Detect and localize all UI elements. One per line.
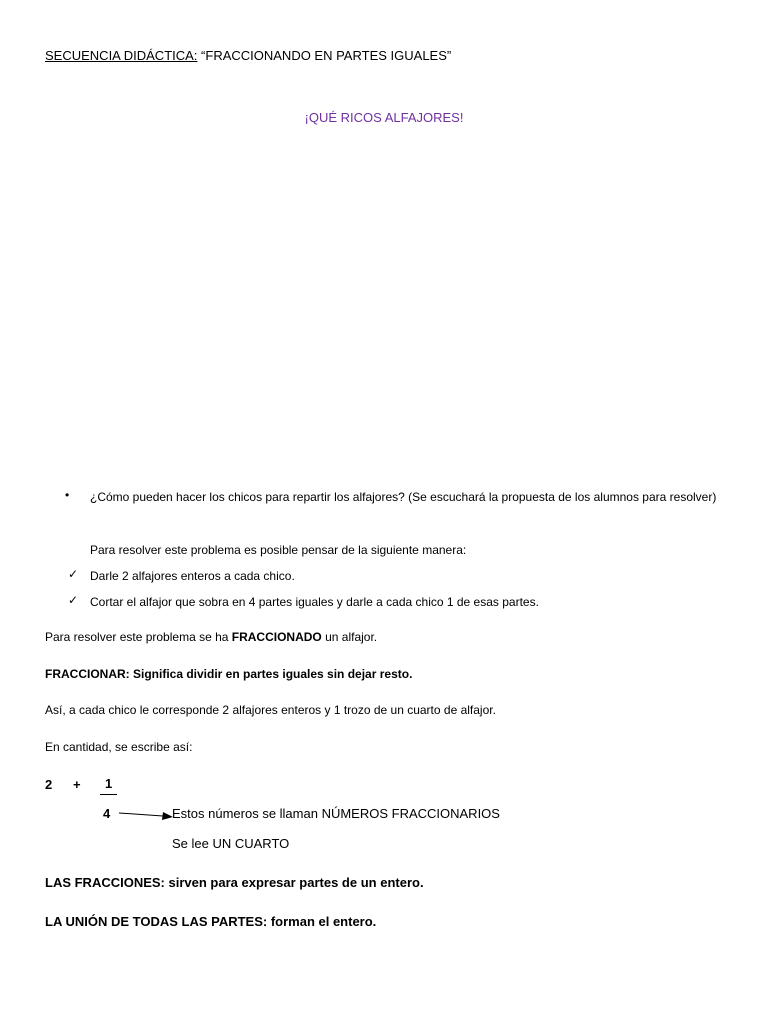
fraction-bar bbox=[100, 794, 117, 795]
question-text: ¿Cómo pueden hacer los chicos para repartir los alfajores? (Se escuchará la propuesta de los alumnos para resolver) bbox=[90, 490, 717, 504]
fraccionado-bold: FRACCIONADO bbox=[231, 630, 322, 644]
question-bullet: • bbox=[65, 488, 70, 502]
definition-line: FRACCIONAR: Significa dividir en partes iguales sin dejar resto. bbox=[45, 667, 413, 681]
fraccionado-after: un alfajor. bbox=[321, 630, 378, 644]
quantity-line: En cantidad, se escribe así: bbox=[45, 740, 193, 754]
arrow-right-icon bbox=[117, 808, 177, 822]
fractions-definition: LAS FRACCIONES: sirven para expresar partes de un entero. bbox=[45, 875, 424, 890]
step-item: Cortar el alfajor que sobra en 4 partes iguales y darle a cada chico 1 de esas partes. bbox=[90, 595, 539, 609]
intro-line: Para resolver este problema es posible pensar de la siguiente manera: bbox=[90, 543, 467, 557]
fraccionado-before: Para resolver este problema se ha bbox=[45, 630, 232, 644]
check-mark-icon: ✓ bbox=[68, 593, 79, 607]
expression-plus: + bbox=[73, 777, 81, 792]
document-heading bbox=[45, 48, 451, 63]
expression-whole: 2 bbox=[45, 777, 53, 792]
step-item: Darle 2 alfajores enteros a cada chico. bbox=[90, 569, 295, 583]
check-mark-icon: ✓ bbox=[68, 567, 79, 581]
reading-line: Se lee UN CUARTO bbox=[172, 836, 290, 851]
heading-label: SECUENCIA DIDÁCTICA: bbox=[45, 48, 198, 63]
result-line: Así, a cada chico le corresponde 2 alfajores enteros y 1 trozo de un cuarto de alfajor. bbox=[45, 703, 496, 717]
fraction-numerator: 1 bbox=[105, 776, 113, 791]
union-definition: LA UNIÓN DE TODAS LAS PARTES: forman el entero. bbox=[45, 914, 377, 929]
subtitle-text: ¡QUÉ RICOS ALFAJORES! bbox=[304, 110, 464, 125]
fraction-denominator: 4 bbox=[103, 806, 111, 821]
subtitle bbox=[0, 110, 768, 125]
fraccionado-line bbox=[45, 630, 377, 644]
heading-title: “FRACCIONANDO EN PARTES IGUALES” bbox=[201, 48, 452, 63]
fraction-note: Estos números se llaman NÚMEROS FRACCIONARIOS bbox=[172, 806, 500, 821]
